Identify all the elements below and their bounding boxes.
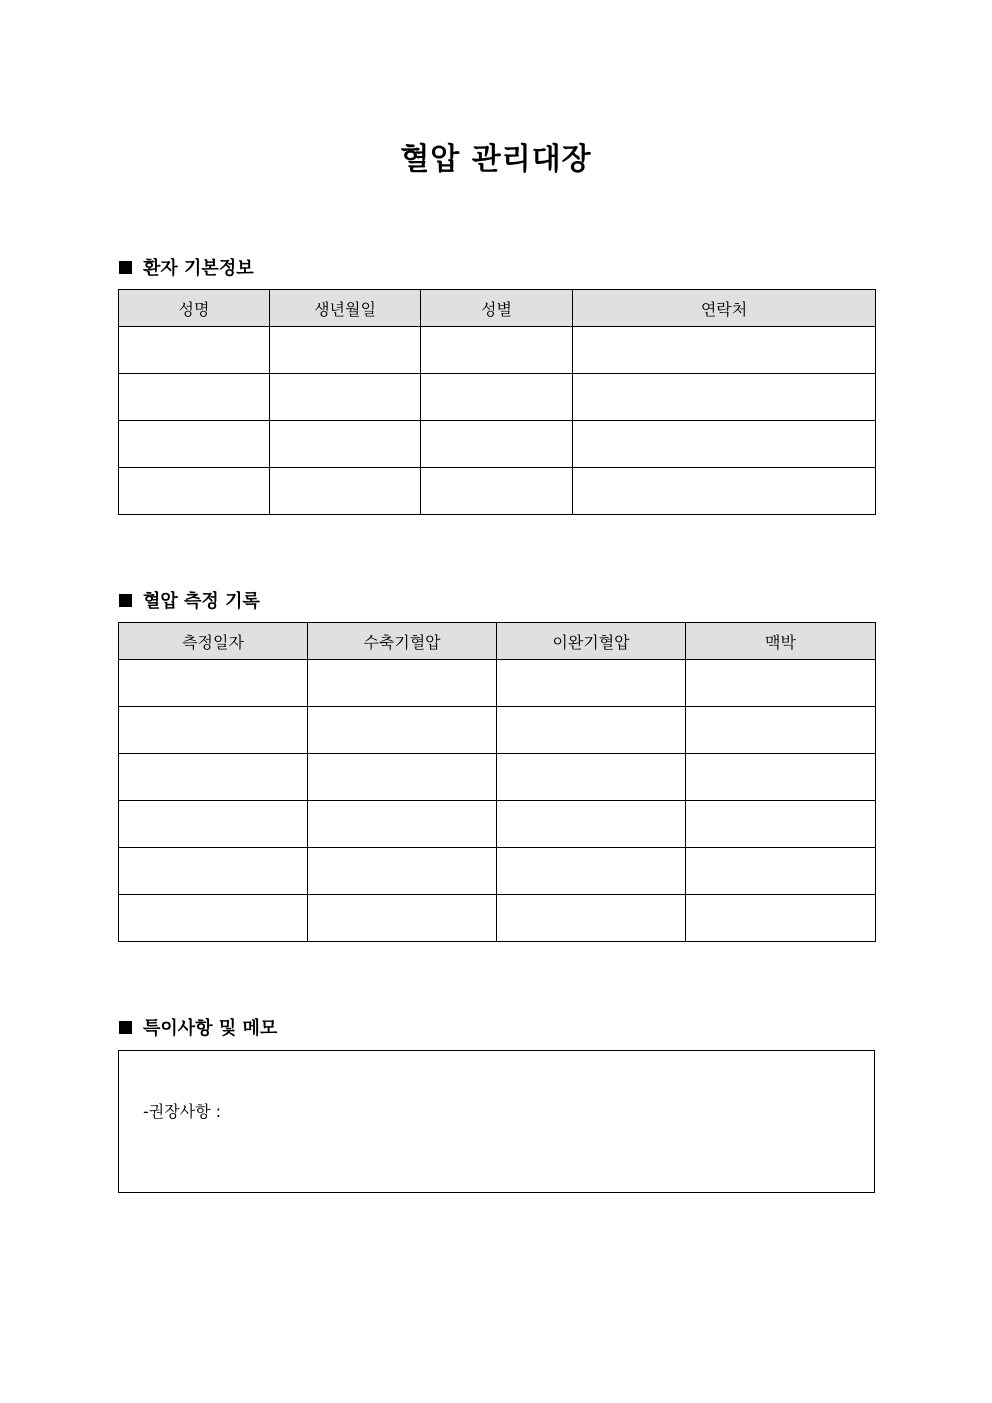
patient-section-heading bbox=[119, 254, 254, 280]
table-cell[interactable] bbox=[497, 707, 686, 754]
table-cell[interactable] bbox=[308, 660, 497, 707]
header-birthdate: 생년월일 bbox=[270, 290, 421, 327]
table-cell[interactable] bbox=[308, 848, 497, 895]
page-title: 혈압 관리대장 bbox=[400, 142, 592, 177]
table-cell[interactable] bbox=[686, 660, 876, 707]
table-cell[interactable] bbox=[686, 707, 876, 754]
table-cell[interactable] bbox=[119, 374, 270, 421]
patient-info-table bbox=[118, 289, 876, 515]
table-cell[interactable] bbox=[119, 468, 270, 515]
table-row bbox=[119, 327, 876, 374]
table-cell[interactable] bbox=[573, 421, 876, 468]
table-cell[interactable] bbox=[308, 707, 497, 754]
table-cell[interactable] bbox=[119, 801, 308, 848]
table-cell[interactable] bbox=[119, 421, 270, 468]
black-square-icon bbox=[119, 261, 132, 274]
table-row bbox=[119, 707, 876, 754]
memo-section-heading bbox=[119, 1014, 277, 1040]
table-cell[interactable] bbox=[686, 848, 876, 895]
black-square-icon bbox=[119, 1021, 132, 1034]
table-row bbox=[119, 660, 876, 707]
table-cell[interactable] bbox=[497, 754, 686, 801]
table-cell[interactable] bbox=[497, 801, 686, 848]
table-row bbox=[119, 801, 876, 848]
table-cell[interactable] bbox=[270, 468, 421, 515]
table-cell[interactable] bbox=[119, 707, 308, 754]
table-cell[interactable] bbox=[686, 754, 876, 801]
header-pulse: 맥박 bbox=[686, 623, 876, 660]
table-cell[interactable] bbox=[421, 468, 573, 515]
table-cell[interactable] bbox=[573, 468, 876, 515]
table-cell[interactable] bbox=[421, 327, 573, 374]
table-cell[interactable] bbox=[308, 754, 497, 801]
table-row bbox=[119, 754, 876, 801]
header-diastolic: 이완기혈압 bbox=[497, 623, 686, 660]
patient-section-title: 환자 기본정보 bbox=[143, 258, 254, 279]
header-systolic: 수축기혈압 bbox=[308, 623, 497, 660]
black-square-icon bbox=[119, 594, 132, 607]
table-cell[interactable] bbox=[119, 895, 308, 942]
table-cell[interactable] bbox=[308, 895, 497, 942]
measurement-section-title: 혈압 측정 기록 bbox=[143, 591, 260, 612]
table-cell[interactable] bbox=[497, 895, 686, 942]
table-cell[interactable] bbox=[119, 327, 270, 374]
table-cell[interactable] bbox=[573, 374, 876, 421]
table-header-row bbox=[119, 290, 876, 327]
header-measure-date: 측정일자 bbox=[119, 623, 308, 660]
table-cell[interactable] bbox=[270, 374, 421, 421]
table-cell[interactable] bbox=[421, 421, 573, 468]
table-cell[interactable] bbox=[497, 660, 686, 707]
table-cell[interactable] bbox=[119, 660, 308, 707]
table-cell[interactable] bbox=[686, 895, 876, 942]
recommendation-label: -권장사항 : bbox=[143, 1102, 222, 1121]
table-cell[interactable] bbox=[270, 421, 421, 468]
header-contact: 연락처 bbox=[573, 290, 876, 327]
measurement-table bbox=[118, 622, 876, 942]
table-cell[interactable] bbox=[119, 848, 308, 895]
table-row bbox=[119, 895, 876, 942]
table-cell[interactable] bbox=[270, 327, 421, 374]
table-header-row bbox=[119, 623, 876, 660]
table-row bbox=[119, 848, 876, 895]
table-cell[interactable] bbox=[308, 801, 497, 848]
header-gender: 성별 bbox=[421, 290, 573, 327]
table-cell[interactable] bbox=[421, 374, 573, 421]
measurement-section-heading bbox=[119, 587, 260, 613]
table-cell[interactable] bbox=[119, 754, 308, 801]
table-row bbox=[119, 468, 876, 515]
table-cell[interactable] bbox=[573, 327, 876, 374]
table-row bbox=[119, 374, 876, 421]
memo-box[interactable] bbox=[118, 1050, 875, 1193]
table-cell[interactable] bbox=[497, 848, 686, 895]
table-cell[interactable] bbox=[686, 801, 876, 848]
memo-section-title: 특이사항 및 메모 bbox=[143, 1018, 278, 1039]
header-name: 성명 bbox=[119, 290, 270, 327]
table-row bbox=[119, 421, 876, 468]
